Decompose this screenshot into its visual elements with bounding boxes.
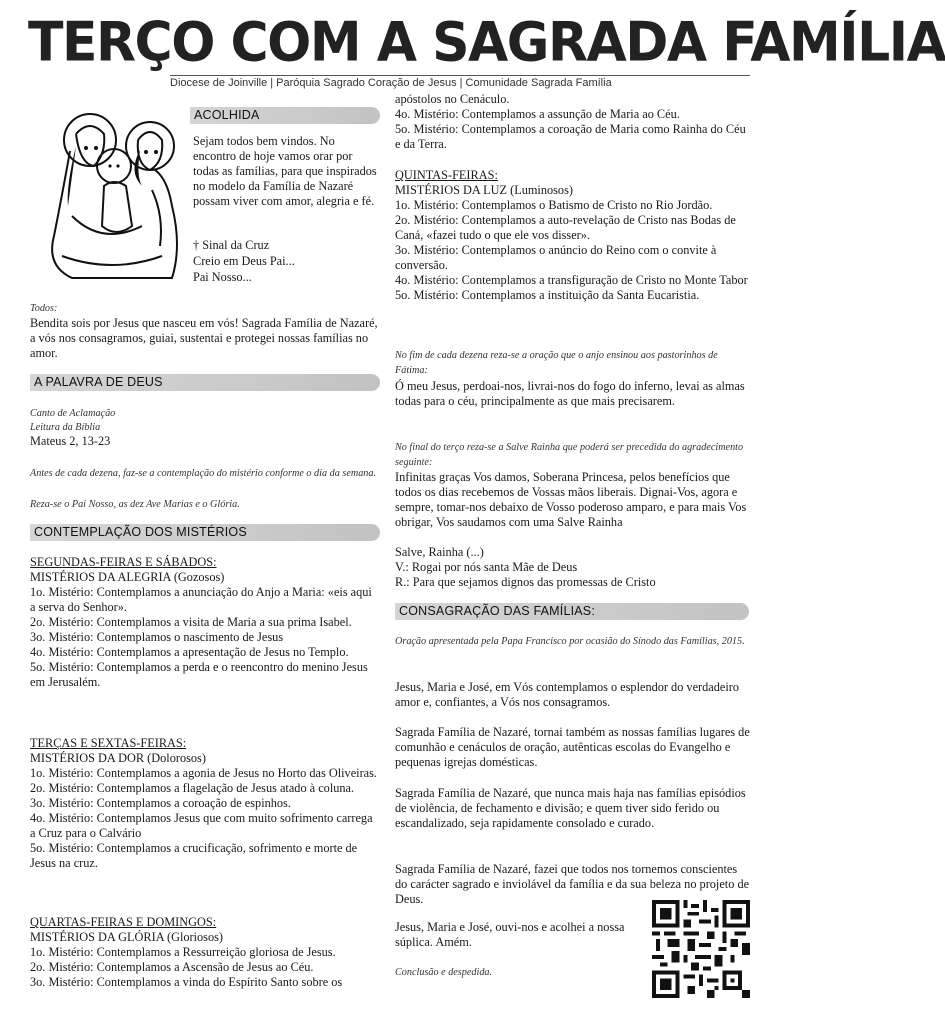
mystery-item: 2o. Mistério: Contemplamos a flagelação de Jesus atado à coluna.	[30, 781, 355, 795]
salve-rainha: Salve, Rainha (...)	[395, 545, 484, 559]
mystery-item: 3o. Mistério: Contemplamos a coroação de espinhos.	[30, 796, 291, 810]
mystery-title: MISTÉRIOS DA ALEGRIA (Gozosos)	[30, 570, 225, 584]
days-label: QUARTAS-FEIRAS E DOMINGOS:	[30, 915, 217, 929]
salve-note: No final do terço reza-se a Salve Rainha que poderá ser precedida do agradecimento seguinte:	[395, 442, 744, 468]
pai-nosso: Pai Nosso...	[193, 270, 252, 284]
mystery-item: 5o. Mistério: Contemplamos a instituição da Santa Eucaristia.	[395, 288, 700, 302]
mystery-item: 3o. Mistério: Contemplamos o nascimento de Jesus	[30, 630, 284, 644]
fatima-prayer: Ó meu Jesus, perdoai-nos, livrai-nos do fogo do inferno, levai as almas todas para o céu, principalmente as que mais precisarem.	[395, 379, 745, 408]
mystery-item: 5o. Mistério: Contemplamos a coroação de Maria como Rainha do Céu e da Terra.	[395, 122, 746, 151]
consagracao-p2: Sagrada Família de Nazaré, tornai também as nossas famílias lugares de comunhão e cenáculos de oração, autênticas escolas do Evangelho e pequenas igrejas domésticas.	[395, 725, 750, 769]
canto-aclamacao: Canto de Aclamação	[30, 408, 116, 419]
qr-code-icon[interactable]	[652, 900, 750, 998]
mystery-title: MISTÉRIOS DA LUZ (Luminosos)	[395, 183, 573, 197]
consagracao-p1: Jesus, Maria e José, em Vós contemplamos o esplendor do verdadeiro amor e, confiantes, a Vós nos consagramos.	[395, 680, 740, 709]
mystery-title: MISTÉRIOS DA GLÓRIA (Gloriosos)	[30, 930, 223, 944]
misterios-alegria	[30, 555, 380, 690]
mystery-item: 3o. Mistério: Contemplamos a vinda do Espírito Santo sobre os	[30, 975, 343, 989]
mystery-item: 2o. Mistério: Contemplamos a auto-revelação de Cristo nas Bodas de Caná, «fazei tudo o que ele vos disser».	[395, 213, 736, 242]
gloria-continuation	[395, 92, 750, 152]
mystery-item: 2o. Mistério: Contemplamos a Ascensão de Jesus ao Céu.	[30, 960, 314, 974]
mystery-item: 4o. Mistério: Contemplamos a apresentação de Jesus no Templo.	[30, 645, 349, 659]
mystery-item: 4o. Mistério: Contemplamos a transfiguração de Cristo no Monte Tabor	[395, 273, 748, 287]
response: R.: Para que sejamos dignos das promessas de Cristo	[395, 575, 656, 589]
days-label: QUINTAS-FEIRAS:	[395, 168, 498, 182]
consagracao-heading: CONSAGRAÇÃO DAS FAMÍLIAS:	[395, 603, 749, 620]
mystery-title: MISTÉRIOS DA DOR (Dolorosos)	[30, 751, 206, 765]
note-antes-dezena: Antes de cada dezena, faz-se a contemplação do mistério conforme o dia da semana.	[30, 468, 377, 479]
agradecimento-text: Infinitas graças Vos damos, Soberana Princesa, pelos benefícios que todos os dias recebemos de Vossas mãos liberais. Dignai-Vos, agora e sempre, tomar-nos debaixo de Vosso poderoso amparo, e para mais Vos obrigar, Vos saudamos com uma Salve Rainha	[395, 470, 747, 529]
mystery-item: 5o. Mistério: Contemplamos a perda e o reencontro do menino Jesus em Jerusalém.	[30, 660, 368, 689]
creio: Creio em Deus Pai...	[193, 254, 295, 268]
amen: Amém.	[435, 935, 472, 949]
misterios-dor	[30, 736, 380, 871]
page-title: TERÇO COM A SAGRADA FAMÍLIA	[28, 11, 945, 75]
mystery-item-cont: apóstolos no Cenáculo.	[395, 92, 510, 106]
conclusao: Conclusão e despedida.	[395, 967, 493, 978]
leitura-biblia: Leitura da Bíblia	[30, 422, 101, 433]
contemplacao-heading: CONTEMPLAÇÃO DOS MISTÉRIOS	[30, 524, 380, 541]
fatima-note: No fim de cada dezena reza-se a oração que o anjo ensinou aos pastorinhos de Fátima:	[395, 350, 718, 376]
consagracao-p5	[395, 920, 625, 950]
misterios-luz	[395, 168, 750, 303]
consagracao-p4: Sagrada Família de Nazaré, fazei que todos nos tornemos conscientes do carácter sagrado e inviolável da família e da sua beleza no projeto de Deus.	[395, 862, 750, 906]
mystery-item: 5o. Mistério: Contemplamos a crucificação, sofrimento e morte de Jesus na cruz.	[30, 841, 358, 870]
mystery-item: 1o. Mistério: Contemplamos a agonia de Jesus no Horto das Oliveiras.	[30, 766, 377, 780]
consagracao-note: Oração apresentada pela Papa Francisco por ocasião do Sínodo das Famílias, 2015.	[395, 636, 745, 647]
todos-text: Bendita sois por Jesus que nasceu em vós! Sagrada Família de Nazaré, a vós nos consagramos, guiai, sustentai e protegei nossas famílias no amor.	[30, 316, 378, 360]
mystery-item: 1o. Mistério: Contemplamos a anunciação do Anjo a Maria: «eis aqui a serva do Senhor».	[30, 585, 372, 614]
palavra-heading: A PALAVRA DE DEUS	[30, 374, 380, 391]
sinal-da-cruz: † Sinal da Cruz	[193, 238, 270, 252]
note-reza: Reza-se o Pai Nosso, as dez Ave Marias e o Glória.	[30, 499, 240, 510]
days-label: SEGUNDAS-FEIRAS E SÁBADOS:	[30, 555, 217, 569]
days-label: TERÇAS E SEXTAS-FEIRAS:	[30, 736, 187, 750]
holy-family-icon	[32, 106, 188, 284]
consagracao-p3: Sagrada Família de Nazaré, que nunca mais haja nas famílias episódios de violência, de fechamento e divisão; e quem tiver sido ferido ou escandalizado, seja rapidamente consolado e curado.	[395, 786, 746, 830]
mystery-item: 4o. Mistério: Contemplamos Jesus que com muito sofrimento carrega a Cruz para o Calvário	[30, 811, 373, 840]
todos-label: Todos:	[30, 303, 58, 314]
versicle: V.: Rogai por nós santa Mãe de Deus	[395, 560, 578, 574]
mystery-item: 4o. Mistério: Contemplamos a assunção de Maria ao Céu.	[395, 107, 680, 121]
mystery-item: 1o. Mistério: Contemplamos o Batismo de Cristo no Rio Jordão.	[395, 198, 713, 212]
bible-reference: Mateus 2, 13-23	[30, 434, 111, 448]
misterios-gloria	[30, 915, 385, 1023]
consagracao-p5-text: Jesus, Maria e José, ouvi-nos e acolhei a nossa súplica.	[395, 920, 625, 949]
acolhida-text: Sejam todos bem vindos. No encontro de hoje vamos orar por todas as famílias, para que inspirados no modelo da Família de Nazaré possam viver com amor, alegria e fé.	[193, 134, 377, 208]
mystery-item: 2o. Mistério: Contemplamos a visita de Maria a sua prima Isabel.	[30, 615, 352, 629]
acolhida-heading: ACOLHIDA	[190, 107, 380, 124]
page-subtitle: Diocese de Joinville | Paróquia Sagrado Coração de Jesus | Comunidade Sagrada Família	[170, 75, 750, 91]
mystery-item: 1o. Mistério: Contemplamos a Ressurreição gloriosa de Jesus.	[30, 945, 336, 959]
mystery-item: 3o. Mistério: Contemplamos o anúncio do Reino com o convite à conversão.	[395, 243, 717, 272]
